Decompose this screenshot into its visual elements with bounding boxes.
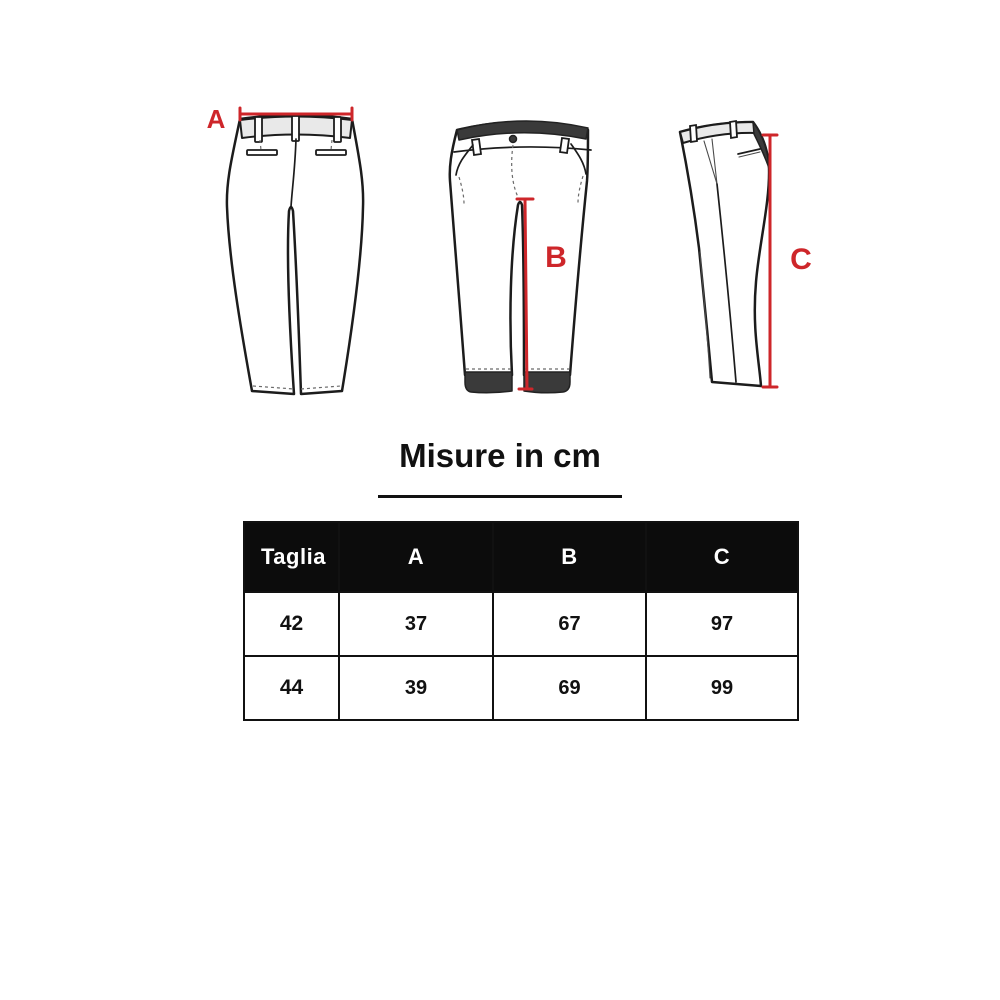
size-row-42 — [244, 592, 798, 656]
page-title: Misure in cm — [399, 437, 601, 474]
header-taglia: Taglia — [244, 522, 339, 592]
title-underline — [378, 495, 622, 498]
belt-loop — [730, 121, 737, 138]
header-a: A — [339, 522, 493, 592]
header-c: C — [646, 522, 798, 592]
pants-front-drawing — [450, 121, 591, 393]
cell-b: 67 — [493, 592, 646, 656]
left-hem-dark — [465, 372, 512, 393]
belt-loop — [472, 139, 481, 155]
belt-loop — [690, 125, 697, 142]
size-row-44 — [244, 656, 798, 720]
pants-front-silhouette — [450, 122, 588, 375]
dimension-label-a: A — [206, 104, 226, 134]
pants-back-view-figure — [195, 95, 370, 410]
belt-loop — [255, 117, 262, 142]
pants-front-view-figure — [445, 105, 605, 405]
belt-loop — [560, 138, 569, 153]
cell-taglia: 42 — [244, 592, 339, 656]
waist-button — [510, 136, 517, 143]
cell-a: 39 — [339, 656, 493, 720]
belt-loop — [292, 116, 299, 141]
belt-loop — [334, 117, 341, 142]
pants-side-drawing — [680, 121, 769, 386]
cell-c: 97 — [646, 592, 798, 656]
dimension-label-b: B — [545, 241, 567, 274]
cell-a: 37 — [339, 592, 493, 656]
cell-c: 99 — [646, 656, 798, 720]
pants-side-view-figure — [660, 110, 820, 400]
pants-back-drawing — [227, 115, 363, 394]
header-b: B — [493, 522, 646, 592]
cell-taglia: 44 — [244, 656, 339, 720]
back-pocket-welt — [247, 150, 277, 155]
back-pocket-welt — [316, 150, 346, 155]
dimension-label-c: C — [790, 243, 812, 276]
cell-b: 69 — [493, 656, 646, 720]
size-table-header-row — [244, 522, 798, 592]
size-table — [243, 521, 799, 721]
